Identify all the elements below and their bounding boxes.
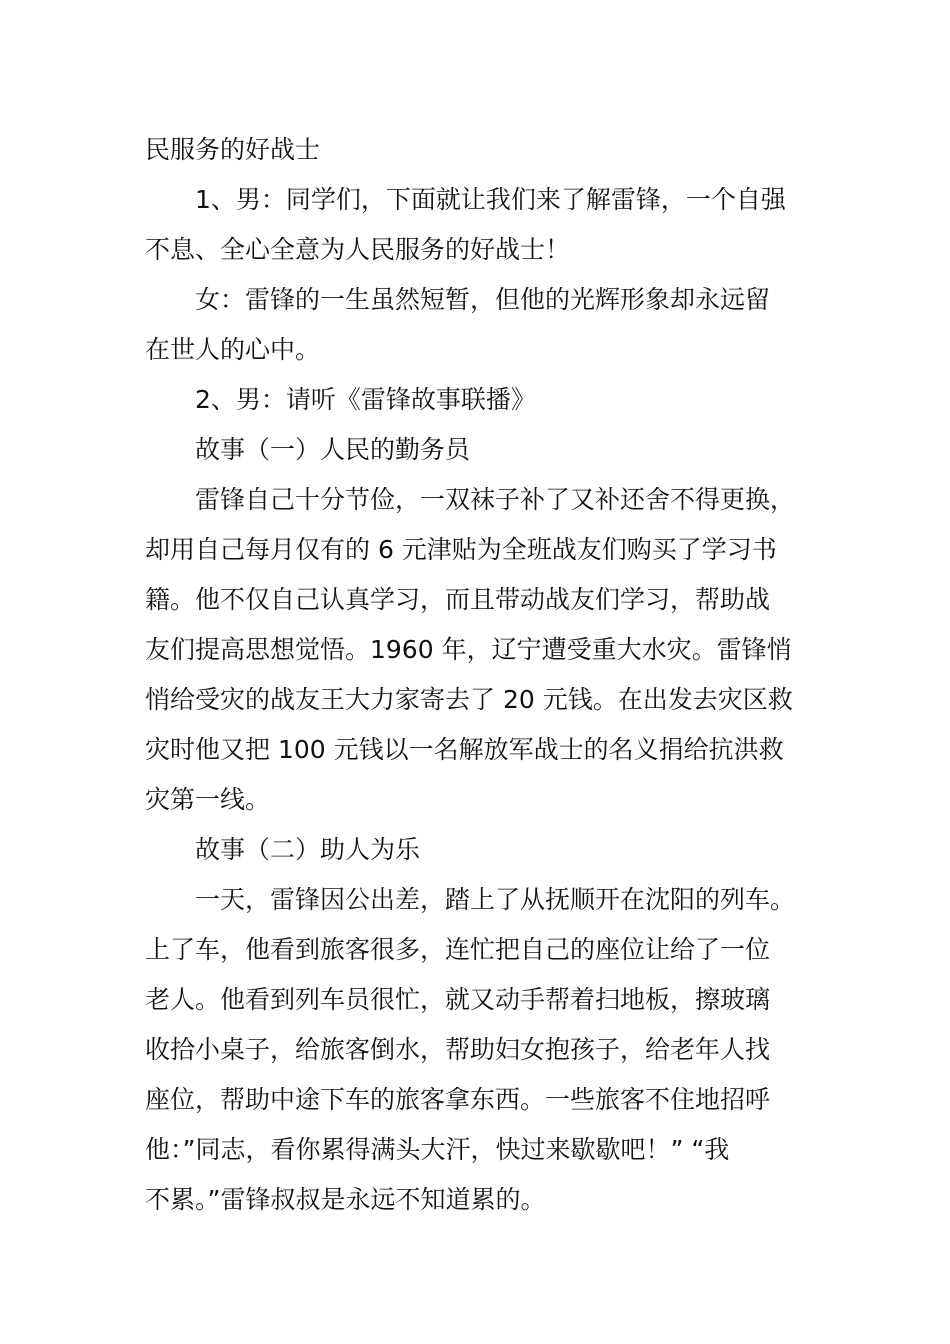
text-line: 灾时他又把 100 元钱以一名解放军战士的名义捐给抗洪救 — [145, 735, 784, 764]
text-line: 女：雷锋的一生虽然短暂，但他的光辉形象却永远留 — [195, 285, 771, 314]
text-line: 2、男：请听《雷锋故事联播》 — [195, 385, 536, 414]
text-line: 1、男：同学们，下面就让我们来了解雷锋，一个自强 — [195, 185, 786, 214]
text-line: 座位，帮助中途下车的旅客拿东西。一些旅客不住地招呼 — [145, 1085, 771, 1114]
text-line: 老人。他看到列车员很忙，就又动手帮着扫地板，擦玻璃 — [145, 985, 771, 1014]
text-line: 悄给受灾的战友王大力家寄去了 20 元钱。在出发去灾区救 — [145, 685, 793, 714]
text-line: 不息、全心全意为人民服务的好战士！ — [145, 235, 571, 264]
story-heading: 故事（一）人民的勤务员 — [195, 435, 471, 464]
text-line: 他：”同志，看你累得满头大汗，快过来歇歇吧！” “我 — [145, 1135, 730, 1164]
text-line: 一天，雷锋因公出差，踏上了从抚顺开在沈阳的列车。 — [195, 885, 796, 914]
text-line: 却用自己每月仅有的 6 元津贴为全班战友们购买了学习书 — [145, 535, 777, 564]
text-line: 友们提高思想觉悟。1960 年，辽宁遭受重大水灾。雷锋悄 — [145, 635, 792, 664]
text-line: 在世人的心中。 — [145, 335, 321, 364]
text-line: 上了车，他看到旅客很多，连忙把自己的座位让给了一位 — [145, 935, 771, 964]
text-line: 民服务的好战士 — [145, 135, 321, 164]
story-heading: 故事（二）助人为乐 — [195, 835, 421, 864]
text-line: 籍。他不仅自己认真学习，而且带动战友们学习，帮助战 — [145, 585, 771, 614]
text-line: 收拾小桌子，给旅客倒水，帮助妇女抱孩子，给老年人找 — [145, 1035, 771, 1064]
text-line: 灾第一线。 — [145, 785, 271, 814]
document-body — [145, 125, 835, 1225]
text-line: 雷锋自己十分节俭，一双袜子补了又补还舍不得更换， — [195, 485, 796, 514]
text-line: 不累。”雷锋叔叔是永远不知道累的。 — [145, 1185, 546, 1214]
